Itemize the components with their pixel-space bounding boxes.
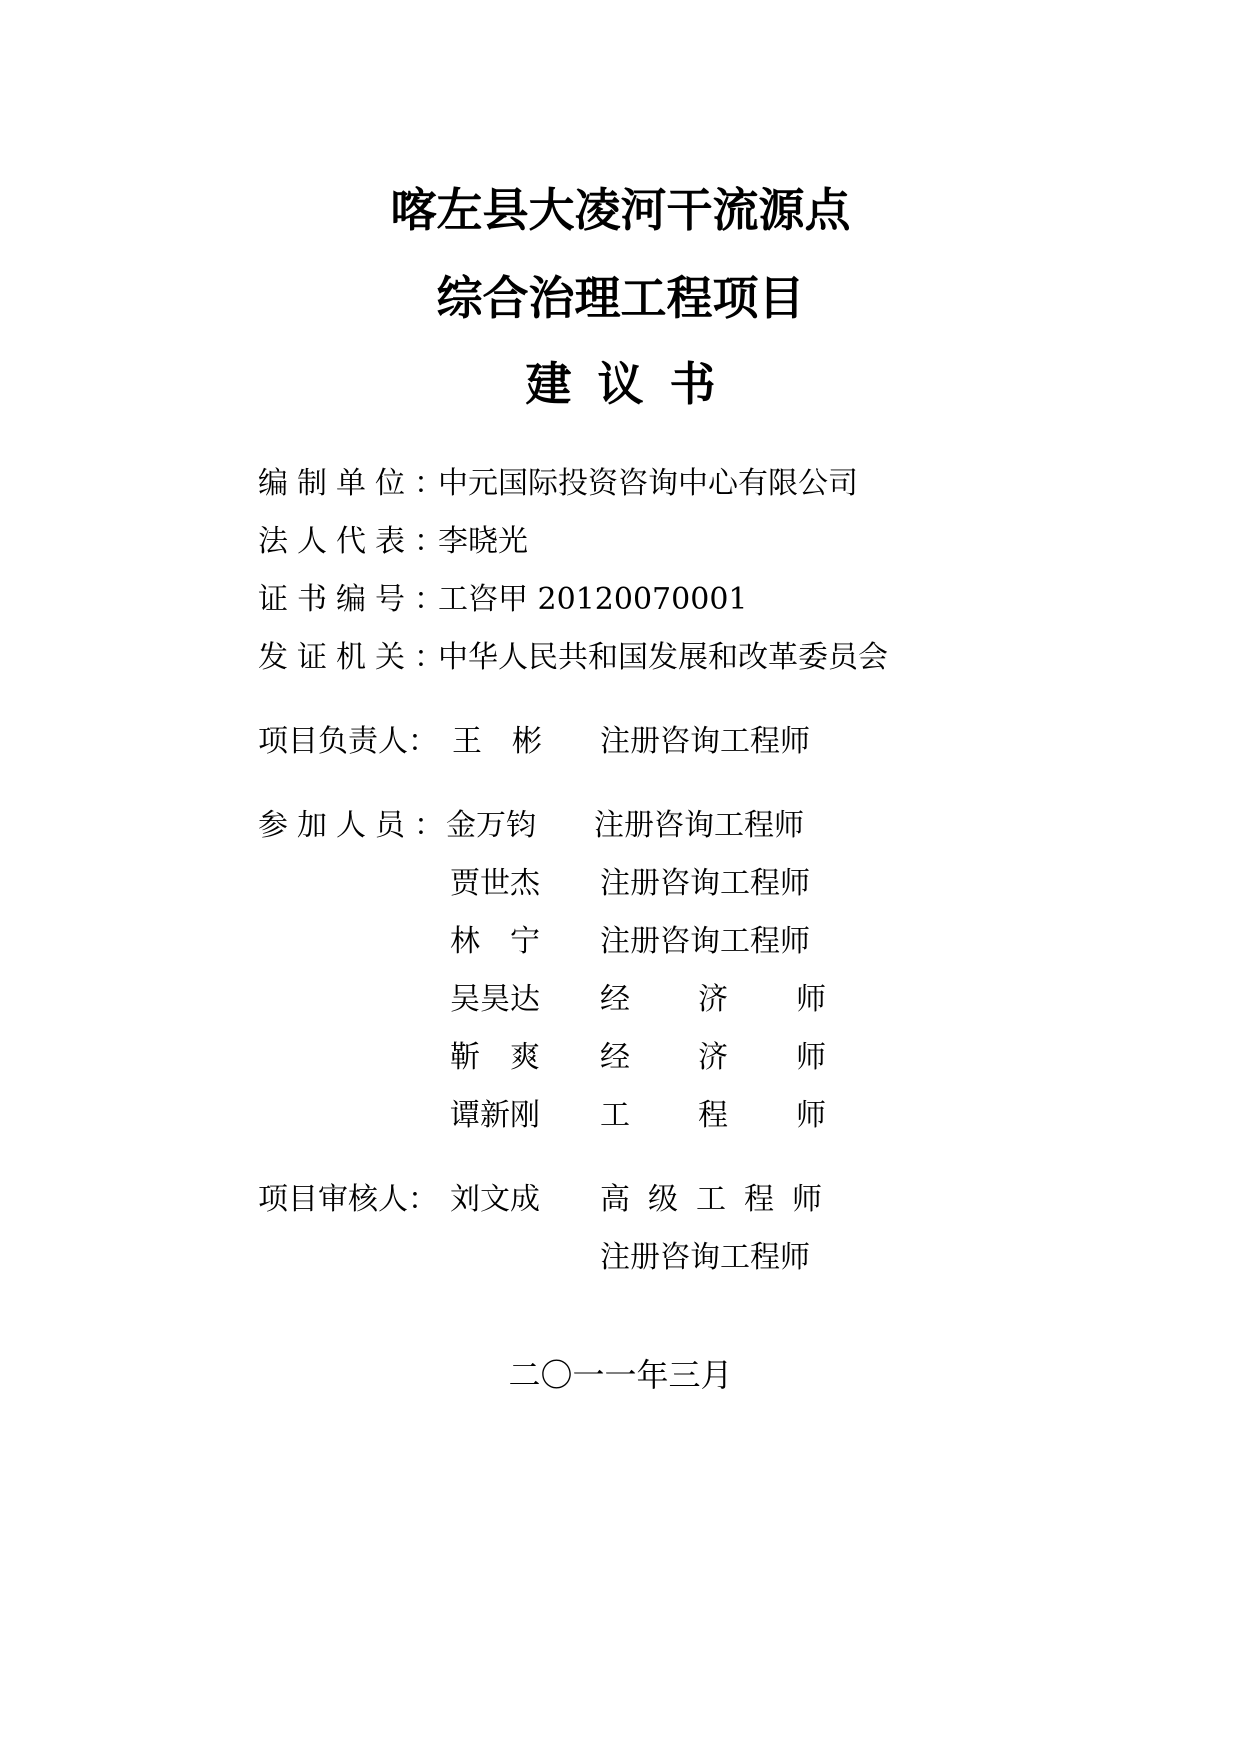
participant-role: 注册咨询工程师 — [594, 808, 804, 843]
title-line-2: 综合治理工程项目 — [436, 271, 805, 325]
participant-role: 工程师 — [600, 1098, 894, 1133]
title-line-1: 喀左县大凌河干流源点 — [390, 183, 851, 237]
reviewer-role: 注册咨询工程师 — [600, 1240, 810, 1275]
info-label-legal-rep: 法人代表： — [258, 524, 453, 559]
participants-label: 参加人员： — [258, 808, 453, 843]
info-value-legal-rep: 李晓光 — [438, 524, 528, 559]
info-label-compiler: 编制单位： — [258, 466, 453, 501]
leader-name: 王 彬 — [452, 724, 542, 759]
info-label-certificate: 证书编号： — [258, 582, 453, 617]
participant-name: 吴昊达 — [450, 982, 540, 1017]
document-date: 二〇一一年三月 — [508, 1356, 733, 1394]
info-value-certificate: 工咨甲 20120070001 — [438, 582, 748, 617]
participant-role: 注册咨询工程师 — [600, 924, 810, 959]
reviewer-name: 刘文成 — [450, 1182, 540, 1217]
participant-name: 靳 爽 — [450, 1040, 540, 1075]
reviewer-label: 项目审核人： — [258, 1182, 438, 1217]
participant-name: 林 宁 — [450, 924, 540, 959]
participant-name: 谭新刚 — [450, 1098, 540, 1133]
participant-role: 经济师 — [600, 982, 894, 1017]
info-label-issuer: 发证机关： — [258, 640, 453, 675]
reviewer-role: 高级工程师 — [600, 1182, 840, 1217]
info-value-compiler: 中元国际投资咨询中心有限公司 — [438, 466, 858, 501]
participant-name: 金万钧 — [446, 808, 536, 843]
document-type: 建议书 — [525, 357, 742, 411]
info-value-issuer: 中华人民共和国发展和改革委员会 — [438, 640, 888, 675]
participant-role: 注册咨询工程师 — [600, 866, 810, 901]
participant-name: 贾世杰 — [450, 866, 540, 901]
leader-label: 项目负责人： — [258, 724, 438, 759]
leader-role: 注册咨询工程师 — [600, 724, 810, 759]
participant-role: 经济师 — [600, 1040, 894, 1075]
